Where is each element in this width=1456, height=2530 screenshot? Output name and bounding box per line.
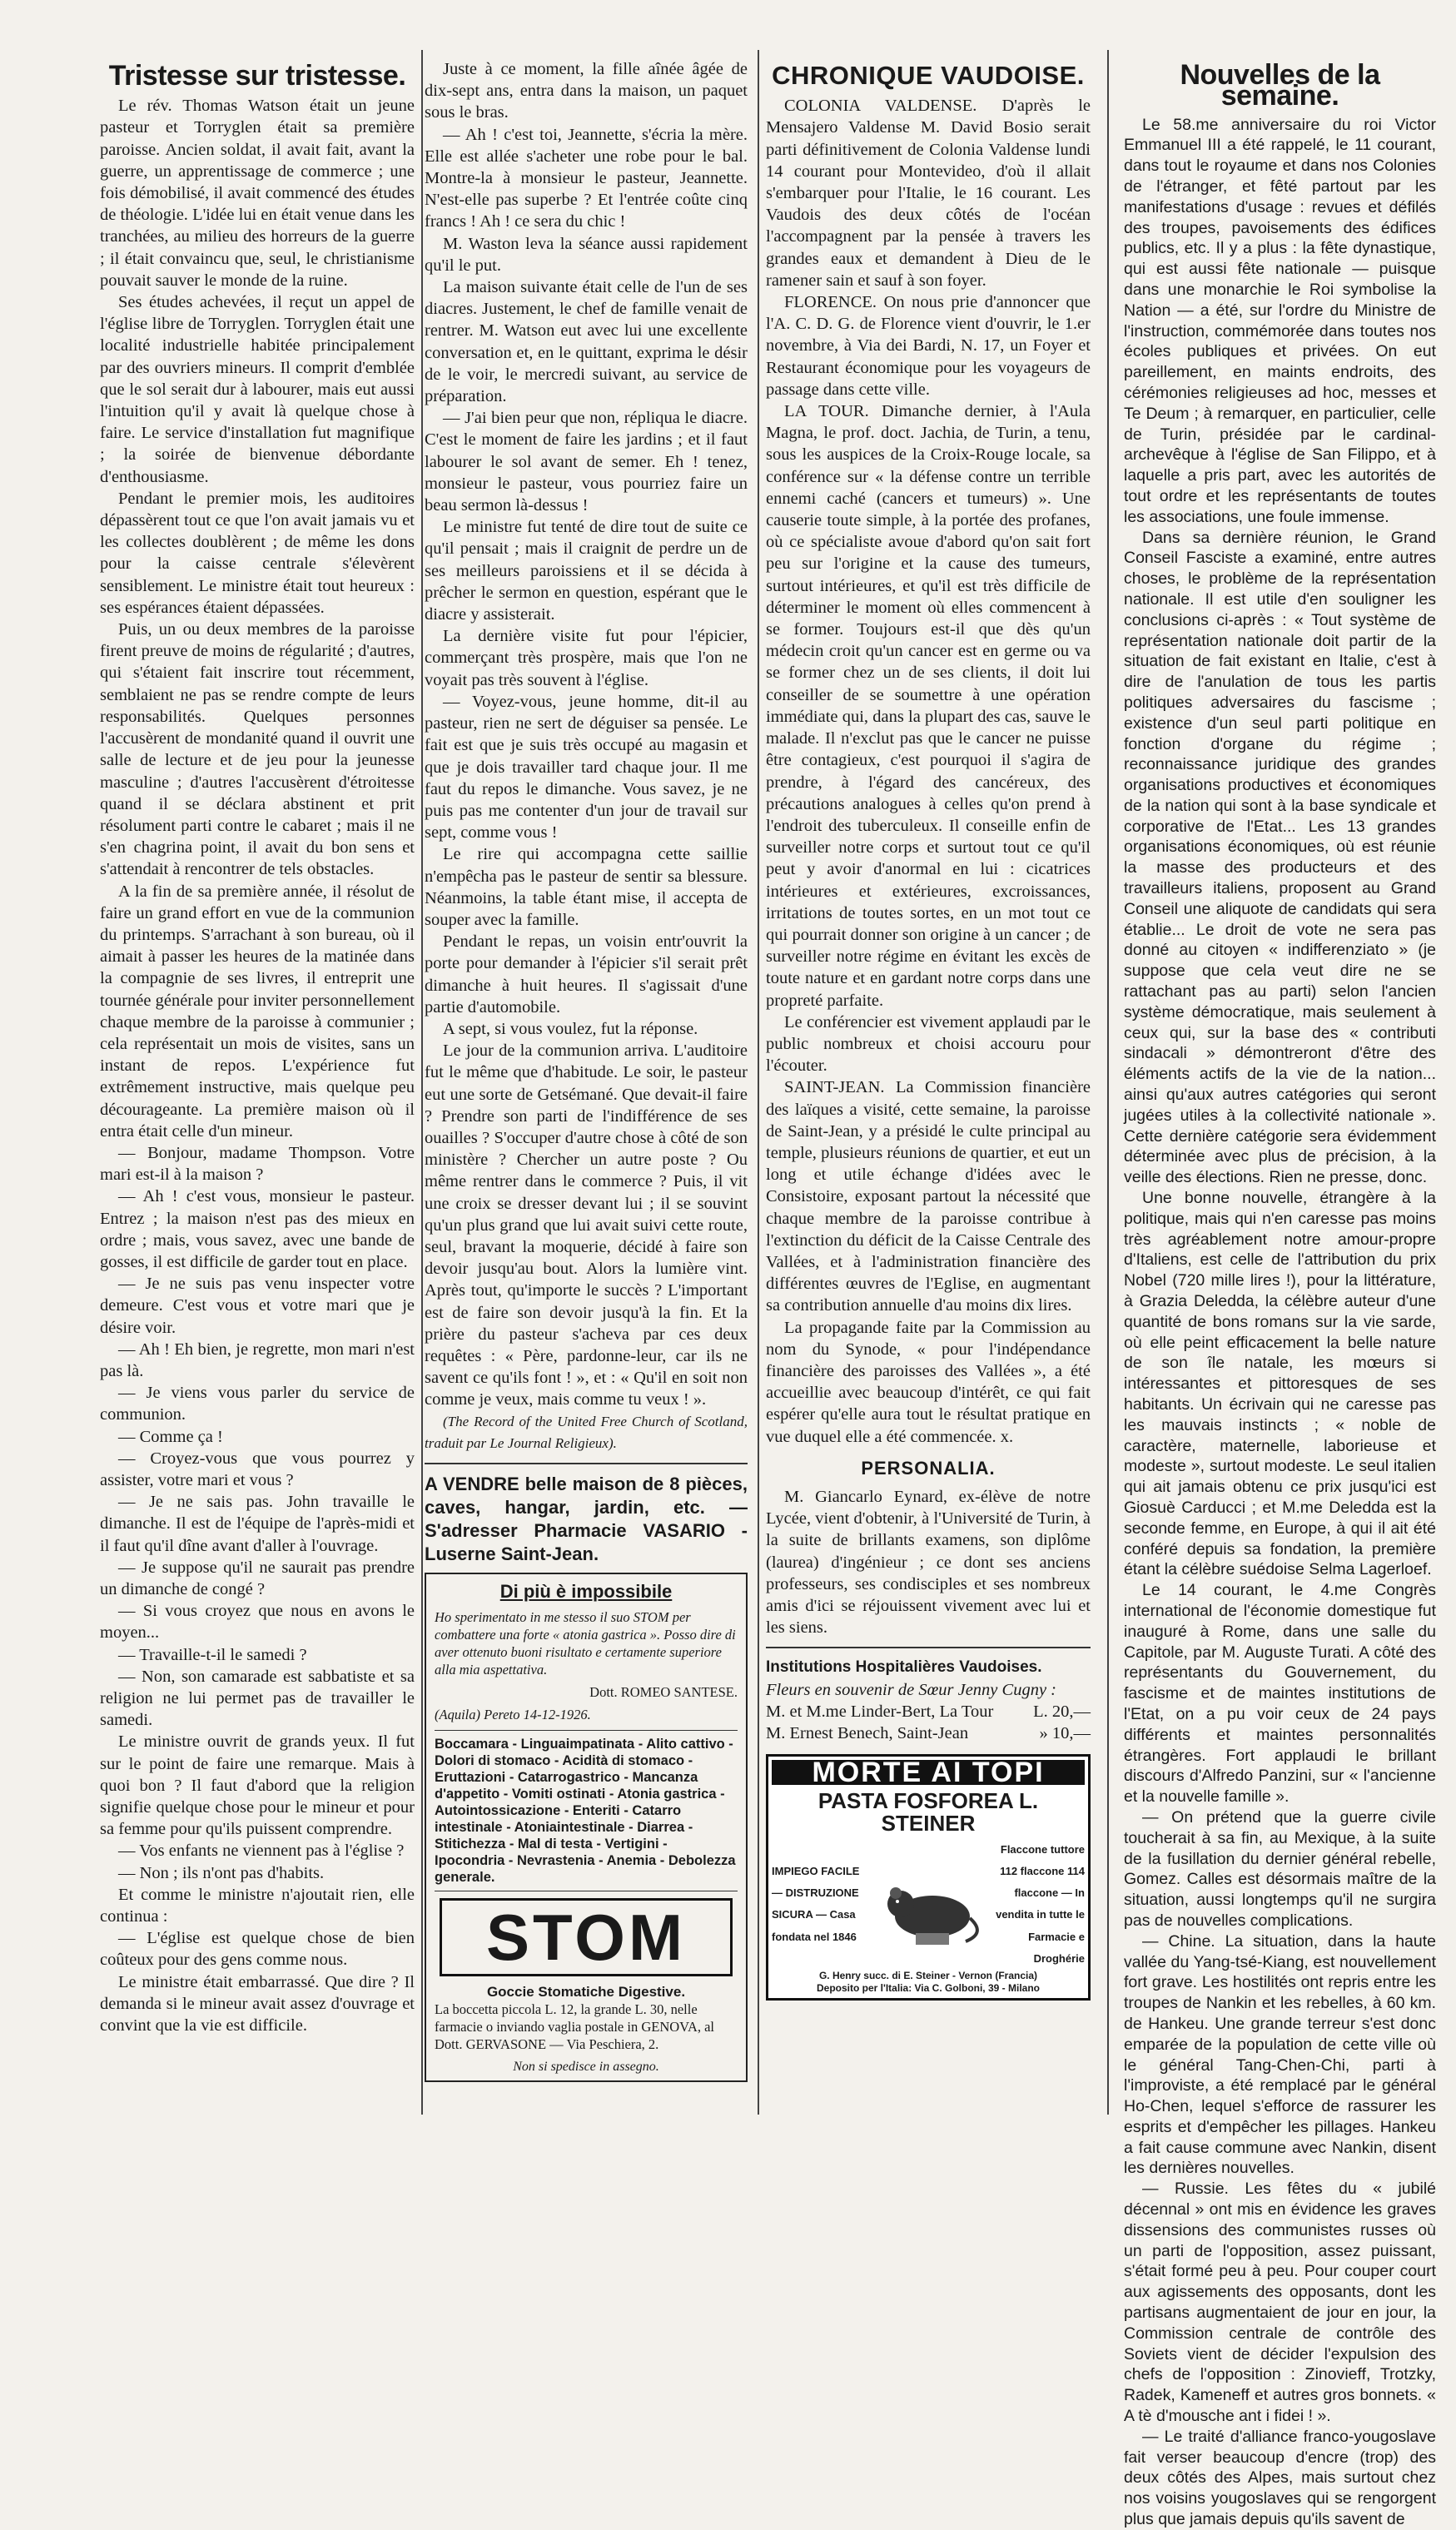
column-1 bbox=[100, 58, 415, 2106]
personalia-text: M. Giancarlo Eynard, ex-élève de notre Lycée, vient d'obtenir, à l'Université de Turin, à la suite de brillants examens, son diplôme (laurea) d'ingénieur ; ce dont ses anciens professeurs, ses condisciples et ses nombreux amis d'ici se réjouissent vivement avec lui et les siens. bbox=[766, 1488, 1091, 1638]
paragraph: La dernière visite fut pour l'épicier, commerçant très prospère, mais que l'on ne voyait pas très souvent à l'église. bbox=[425, 627, 748, 689]
paragraph: Le rév. Thomas Watson était un jeune pasteur et Torryglen était sa première paroisse. Ancien soldat, il avait fait, avant la guerre, un apprentissage de commerce ; une fois démobilisé, il avait commencé des études de théologie. L'idée lui en était venue dans les tranchées, au milieu des horreurs de la guerre ; il était convaincu que, seul, le christianisme pouvait sauver le monde de la ruine. bbox=[100, 97, 415, 290]
paragraph: — Russie. Les fêtes du « jubilé décennal » ont mis en évidence les graves dissensions des communistes russes où un parti de l'opposition, assez puissant, s'était formé peu à peu. Pour couper court aux agissements des opposants, dont les partisans augmentaient de jour en jour, la Commission centrale de contrôle des Soviets vient de décider l'expulsion des chefs de l'opposition : Zinovieff, Trotzky, Radek, Kameneff et autres gros bonnets. « A tè d'mousche ant i fidei ! ». bbox=[1124, 2180, 1436, 2426]
steiner-right-text: Flaccone tuttore 112 flaccone 114 flaccone — In vendita in tutte le Farmacie e Droghérie bbox=[996, 1842, 1085, 1965]
paragraph: La maison suivante était celle de l'un de ses diacres. Justement, le chef de famille venait de rentrer. M. Watson eut avec lui une excellente conversation et, en le quittant, exprima le désir de le voir, le mercredi suivant, au service de préparation. bbox=[425, 278, 748, 406]
steiner-footer-1: G. Henry succ. di E. Steiner - Vernon (Francia) bbox=[818, 1970, 1038, 1982]
paragraph: La propagande faite par la Commission au nom du Synode, « pour l'indépendance financière des paroisses des Vallées », a été accueillie avec beaucoup d'intérêt, ce qui fait espérer qu'elle aura tout le résultat pratique en vue duquel elle a été commencée. x. bbox=[766, 1318, 1091, 1446]
paragraph: — Travaille-t-il le samedi ? bbox=[118, 1645, 307, 1664]
paragraph: — Bonjour, madame Thompson. Votre mari est-il à la maison ? bbox=[100, 1143, 415, 1185]
paragraph: — Je viens vous parler du service de communion. bbox=[100, 1384, 415, 1424]
donation-row bbox=[766, 1701, 1091, 1722]
steiner-advertisement bbox=[766, 1754, 1091, 2001]
rat-illustration-icon bbox=[866, 1858, 991, 1950]
paragraph: Pendant le repas, un voisin entr'ouvrit la porte pour demander à l'épicier s'il serait prêt dimanche à huit heures. Il s'agissait d'une partie d'automobile. bbox=[425, 932, 748, 1016]
steiner-middle bbox=[772, 1839, 1085, 1970]
ad-house-for-sale: A VENDRE belle maison de 8 pièces, caves, hangar, jardin, etc. — S'adresser Pharmacie VASARIO - Luserne Saint-Jean. bbox=[425, 1474, 748, 1564]
donor-name: M. Ernest Benech, Saint-Jean bbox=[766, 1724, 969, 1743]
paragraph: Le 14 courant, le 4.me Congrès international de l'économie domestique fut inauguré à Rome, dans une salle du Capitole, par M. Auguste Turati. A côté des représentants du Gouvernement, du fascisme et de maintes institutions de l'Etat, on a pu voir ceux de 24 pays différents et maintes personnalités étrangères. Fort applaudi le brillant discours d'Alfredo Panzini, sur « l'ancienne et la nouvelle famille ». bbox=[1124, 1581, 1436, 1807]
paragraph: — Croyez-vous que vous pourrez y assister, votre mari et vous ? bbox=[100, 1449, 415, 1489]
paragraph: — Si vous croyez que nous en avons le moyen... bbox=[100, 1602, 415, 1643]
column-3 bbox=[766, 58, 1091, 2106]
paragraph: — Ah ! c'est toi, Jeannette, s'écria la mère. Elle est allée s'acheter une robe pour le bal. Montre-la à monsieur le pasteur, Jeannette. N'est-elle pas superbe ? Et l'entrée coûte cinq francs ! Ah ! ce sera du chic ! bbox=[425, 125, 748, 231]
stom-price: La boccetta piccola L. 12, la grande L. 30, nelle farmacie o inviando vaglia postale in GENOVA, al Dott. GERVASONE — Via Peschiera, 2. bbox=[435, 2001, 715, 2052]
paragraph: A la fin de sa première année, il résolut de faire un grand effort en vue de la communion du printemps. S'arrachant à son bureau, où il aimait à passer les heures de la matinée dans la compagnie de ses livres, il entreprit une tournée générale pour inviter personnellement chaque membre de la paroisse à communier ; cela représentait un mois de visites, sans un instant de repos. L'expérience fut extrêmement instructive, mais quelque peu décourageante. La première maison où il entra était celle d'un mineur. bbox=[100, 882, 415, 1141]
paragraph: — L'église est quelque chose de bien coûteux pour des gens comme nous. bbox=[100, 1929, 415, 1970]
article-credit: (The Record of the United Free Church of Scotland, traduit par Le Journal Religieux). bbox=[425, 1413, 748, 1451]
paragraph: — J'ai bien peur que non, répliqua le diacre. C'est le moment de faire les jardins ; et il faut labourer le sol avant de semer. Eh ! tenez, monsieur le pasteur, vous pourriez faire un beau sermon là-dessus ! bbox=[425, 409, 748, 515]
paragraph: Juste à ce moment, la fille aînée âgée de dix-sept ans, entra dans la maison, un paquet sous le bras. bbox=[425, 60, 748, 122]
paragraph: — Ah ! Eh bien, je regrette, mon mari n'est pas là. bbox=[100, 1340, 415, 1380]
chronicle-body bbox=[766, 95, 1091, 1448]
paragraph: Dans sa dernière réunion, le Grand Conseil Fasciste a examiné, entre autres choses, le problème de la représentation nationale. Il est utile d'en souligner les conclusions ci-après : « Tout système de représentation nationale doit partir de la situation de fait existant en Italie, c'est à dire de l'anulation de tous les partis politiques adversaires du fascisme ; existence d'un seul parti politique en fonction d'organe du régime ; reconnaissance juridique des grandes organisations productives et économiques de la nation qui sont à la base syndicale et corporative de l'Etat... Les 13 grandes organisations économiques, où est réunie la masse des producteurs et des travailleurs italiens, proposent au Grand Conseil une aliquote de candidats qui sera établie... Le droit de vote ne sera pas donné au citoyen « indifferenziato » (je suppose que cela veut dire ne se rattachant pas au parti) selon l'ancien système démocratique, mais seulement à ceux qui, sur la base des « contributi sindacali » démontreront d'être des éléments actifs de la vie de la nation... ainsi qu'aux autres catégories qui seront jugées utiles à la collectivité nationale ». Cette dernière catégorie sera évidemment déterminée avec plus de précision, à la veille des élections. Rien ne presse, donc. bbox=[1124, 528, 1436, 1187]
section-title: CHRONIQUE VAUDOISE. bbox=[772, 61, 1085, 90]
paragraph: Pendant le premier mois, les auditoires dépassèrent tout ce que l'on avait jamais vu et les collectes doublèrent ; de même les dons pour la caisse centrale s'élevèrent sensiblement. Le ministre était tout heureux : ses espérances étaient dépassées. bbox=[100, 489, 415, 617]
paragraph: — Chine. La situation, dans la haute vallée du Yang-tsé-Kiang, est nouvellement fort grave. Les hostilités ont repris entre les troupes de Nankin et les rebelles, à 60 km. de Hankeu. Une grande terreur s'est donc emparée de la population de cette ville où le général Tang-Chen-Chi, parti à l'improviste, a été remplacé par le général Ho-Chen, lequel s'efforce de rassurer les esprits et d'empêcher les pillages. Hankeu a fait cause commune avec Nankin, disent les dernières nouvelles. bbox=[1124, 1931, 1436, 2178]
paragraph: M. Waston leva la séance aussi rapidement qu'il le put. bbox=[425, 234, 748, 275]
paragraph: — Non, son camarade est sabbatiste et sa religion ne lui permet pas de travailler le samedi. bbox=[100, 1667, 415, 1730]
column-4 bbox=[1124, 58, 1436, 2529]
institutions-title: Institutions Hospitalières Vaudoises. bbox=[766, 1658, 1042, 1677]
article-title: Tristesse sur tristesse. bbox=[108, 60, 406, 92]
paragraph: Puis, un ou deux membres de la paroisse firent preuve de moins de régularité ; d'autres, qui s'étaient fait inscrire tout récemment, semblaient ne pas se rendre compte de leurs responsabilités. Quelques personnes l'accusèrent de mondanité quand il ouvrit une salle de lecture et de jeu pour la jeunesse masculine ; d'autres l'accusèrent d'étroitesse quand il se déclara abstinent et prit résolument parti contre le cabaret ; mais il ne s'en chagrina point, il avait du bon sens et s'attendait à rencontrer de tels obstacles. bbox=[100, 620, 415, 879]
paragraph: Ses études achevées, il reçut un appel de l'église libre de Torryglen. Torryglen était une localité industrielle habitée principalement par des ouvriers mineurs. Il comprit d'emblée que le sol serait dur à labourer, mais eut aussi l'intuition qu'il y avait là quelque chose à faire. Le service d'installation fut magnifique ; la soirée de bienvenue débordante d'enthousiasme. bbox=[100, 293, 415, 486]
stom-date: (Aquila) Pereto 14-12-1926. bbox=[435, 1707, 591, 1722]
news-body bbox=[1124, 115, 1436, 2530]
article-continuation bbox=[425, 58, 748, 1454]
paragraph: — Non ; ils n'ont pas d'habits. bbox=[118, 1863, 325, 1882]
section-title: Nouvelles de la semaine. bbox=[1180, 59, 1380, 112]
paragraph: — Je ne sais pas. John travaille le dimanche. Il est de l'équipe de l'après-midi et il faut qu'il dîne avant d'aller à l'ouvrage. bbox=[100, 1493, 415, 1555]
personalia-title: PERSONALIA. bbox=[861, 1457, 996, 1479]
paragraph: Le 58.me anniversaire du roi Victor Emmanuel III a été rappelé, le 11 courant, dans tout le royaume et dans nos Colonies de l'étranger, et fêté partout par les manifestations d'usage : revues et défilés des troupes, pavoisements des édifices publics, etc. Il y a plus : la fête dynastique, qui est aussi fête nationale — puisque dans une monarchie le Roi symbolise la Nation — a été, sur l'ordre du Ministre de l'instruction, commémorée dans toutes nos écoles publiques et privées. On eut pareillement, en maints endroits, des cérémonies religieuses ad hoc, messes et Te Deum ; à remarquer, en particulier, celle de Turin, présidée par le cardinal-archevêque à l'église de San Filippo, et à laquelle a pris part, avec les autorités de tout ordre et les représentants de toutes les associations, une foule immense. bbox=[1124, 115, 1436, 526]
paragraph: FLORENCE. On nous prie d'annoncer que l'A. C. D. G. de Florence vient d'ouvrir, le 1.er novembre, à Via dei Bardi, N. 17, un Foyer et Restaurant économique pour les voyageurs de passage dans cette ville. bbox=[766, 293, 1091, 399]
paragraph: — On prétend que la guerre civile toucherait à sa fin, au Mexique, à la suite de la fusillation du dernier général rebelle, Gomez. Calles est désormais maître de la situation, aussi longtemps qu'il ne surgira pas de nouvelles complications. bbox=[1124, 1807, 1436, 1930]
institutions-subtitle: Fleurs en souvenir de Sœur Jenny Cugny : bbox=[766, 1680, 1056, 1699]
donor-name: M. et M.me Linder-Bert, La Tour bbox=[766, 1702, 994, 1721]
paragraph: Une bonne nouvelle, étrangère à la politique, mais qui n'en caresse pas moins très agréablement notre amour-propre d'Italiens, est celle de l'attribution du prix Nobel (720 mille lires !), pour la littérature, à Grazia Deledda, la célèbre auteur d'une quantité de bons romans sur la vie sarde, où elle peint efficacement la belle nature de son île natale, les mœurs si intéressantes et pittoresques de ses habitants. Un écrivain qui ne caresse pas les mauvais instincts ; « noble de caractère, maternelle, laborieuse et modeste », surtout modeste. Le seul italien qui ait jamais obtenu ce prix jusqu'ici est Giosuè Carducci ; et M.me Deledda est la seconde femme, en Europe, à qui il ait été conféré depuis sa fondation, la première étant la célèbre suédoise Selma Lagerloef. bbox=[1124, 1189, 1436, 1579]
divider bbox=[425, 1463, 748, 1464]
column-2 bbox=[425, 58, 748, 2106]
paragraph: — Voyez-vous, jeune homme, dit-il au pasteur, rien ne sert de déguiser sa pensée. Le fait est que je suis très occupé au magasin et que je dois travailler tard chaque jour. Il me faut du repos le dimanche. Vous savez, je ne puis pas me contenter d'un jour de travail sur sept, comme vous ! bbox=[425, 692, 748, 843]
paragraph: Le conférencier est vivement applaudi par le public nombreux et choisi accouru pour l'écouter. bbox=[766, 1012, 1091, 1076]
stom-ad-title: Di più è impossibile bbox=[499, 1581, 673, 1602]
paragraph: Le jour de la communion arriva. L'auditoire fut le même que d'habitude. Le soir, le pasteur eut une sorte de Getsémané. Que devait-il faire ? Prendre son parti de l'indifférence de ses ouailles ? S'occuper d'autre chose à côté de son ministère ? Chercher un autre poste ? Ou même rentrer dans le commerce ? Puis, il vit une croix se dresser devant lui ; il se souvint qu'un plus grand que lui avait suivi cette route, seul, bravant la moquerie, décidé à faire son devoir jusqu'au bout. Alors la lumière vint. Après tout, qu'importe le succès ? L'important est de faire son devoir jusqu'à la fin. Et la prière du pasteur s'acheva par ces deux requêtes : « Père, pardonne-leur, car ils ne savent ce qu'ils font ! », et : « Qu'il en soit non comme je veux, mais comme tu veux ! ». bbox=[425, 1041, 748, 1409]
column-rule bbox=[421, 50, 423, 2115]
paragraph: SAINT-JEAN. La Commission financière des laïques a visité, cette semaine, la paroisse de Saint-Jean, y a présidé le culte principal au temple, plusieurs réunions de quartier, et eut un long et utile échange d'idées avec le Consistoire, exposant partout la nécessité que chaque membre de la paroisse contribue à l'extinction du déficit de la Caisse Centrale des Vallées, et à l'administration financière des différentes œuvres de l'Eglise, en augmentant sa contribution annuelle d'au moins dix lires. bbox=[766, 1078, 1091, 1315]
column-rule bbox=[758, 50, 759, 2115]
stom-ailments-list: Boccamara - Linguaimpatinata - Alito cattivo - Dolori di stomaco - Acidità di stomaco - Eruttazioni - Catarrogastrico - Mancanza d'appetito - Vomiti ostinati - Atonia gastrica - Autointossicazione - Enteriti - Catarro intestinale - Atoniaintestinale - Diarrea - Stitichezza - Mal di testa - Vertigini - Ipocondria - Nevrastenia - Anemia - Debolezza generale. bbox=[435, 1730, 738, 1891]
steiner-headline: MORTE AI TOPI bbox=[772, 1760, 1085, 1785]
column-rule bbox=[1107, 50, 1109, 2115]
donation-amount: » 10,— bbox=[1039, 1724, 1091, 1743]
paragraph: Le ministre ouvrit de grands yeux. Il fut sur le point de faire une remarque. Mais à quoi bon ? Il faut d'abord que la religion signifie quelque chose pour le mineur et pour sa femme pour qu'ils puissent comprendre. bbox=[100, 1732, 415, 1839]
stom-signature: Dott. ROMEO SANTESE. bbox=[589, 1684, 738, 1700]
paragraph: A sept, si vous voulez, fut la réponse. bbox=[443, 1019, 698, 1038]
stom-logo: STOM bbox=[440, 1898, 733, 1976]
paragraph: Le rire qui accompagna cette saillie n'empêcha pas le pasteur de sentir sa blessure. Néanmoins, la table étant mise, il accepta de souper avec la famille. bbox=[425, 845, 748, 929]
paragraph: — Vos enfants ne viennent pas à l'église ? bbox=[118, 1842, 405, 1861]
paragraph: LA TOUR. Dimanche dernier, à l'Aula Magna, le prof. doct. Jachia, de Turin, a tenu, sous les auspices de la Croix-Rouge locale, sa conférence sur « la défense contre un terrible ennemi caché (cancers et tumeurs) ». Une causerie toute simple, à la portée des profanes, où ce spécialiste avoue d'abord qu'on sait fort peu sur l'origine et la cause des tumeurs, surtout intérieures, et qu'il est très difficile de déterminer le moment où elles commencent à se former. Toujours est-il que dès qu'un médecin croit qu'un cancer est en germe ou va se former chez un de ses clients, il doit lui conseiller de se soumettre à une opération immédiate qui, dans la plupart des cas, sauve le malade. Il n'exclut pas que le cancer ne puisse être contagieux, c'est pourquoi il s'agira de prendre, à l'égard des cancéreux, des précautions analogues à celles qu'on prend à l'endroit des tuberculeux. Il conseille enfin de surveiller notre corps et surtout tout ce qu'il peut y avoir d'anormal en lui : cicatrices intérieures et extérieures, excroissances, irritations de toutes sortes, en un mot tout ce qui pourrait donner son origine à un cancer ; de surveiller notre régime en évitant les excès de toute nature et en gardant notre corps dans une propreté parfaite. bbox=[766, 402, 1091, 1010]
paragraph: Le ministre fut tenté de dire tout de suite ce qu'il pensait ; mais il craignit de perdre un de ses meilleurs paroissiens et il se décida à prêcher le sermon en question, espérant que le diacre y assisterait. bbox=[425, 518, 748, 624]
paragraph: — Comme ça ! bbox=[118, 1427, 223, 1446]
paragraph: — Le traité d'alliance franco-yougoslave fait verser beaucoup d'encre (trop) des deux côtés des Alpes, mais surtout chez nos voisins yougoslaves qui se rengorgent plus que jamais depuis qu'ils savent de bbox=[1124, 2427, 1436, 2529]
paragraph: — Je suppose qu'il ne saurait pas prendre un dimanche de congé ? bbox=[100, 1558, 415, 1599]
stom-advertisement bbox=[425, 1573, 748, 2082]
paragraph: — Ah ! c'est vous, monsieur le pasteur. Entrez ; la maison n'est pas des mieux en ordre ; mais, vous savez, avec une bande de gosses, il est difficile de garder tout en place. bbox=[100, 1187, 415, 1271]
stom-testimonial: Ho sperimentato in me stesso il suo STOM per combattere una forte « atonia gastrica ». Posso dire di aver ottenuto buoni risultato e certamente superiore alla mia aspettativa. bbox=[435, 1609, 736, 1678]
stom-note: Non si spedisce in assegno. bbox=[513, 2060, 659, 2074]
divider bbox=[766, 1647, 1091, 1648]
steiner-footer-2: Deposito per l'Italia: Via C. Golboni, 39 - Milano bbox=[816, 1982, 1040, 1995]
donation-amount: L. 20,— bbox=[1033, 1702, 1091, 1721]
article-body bbox=[100, 95, 415, 2036]
donation-row bbox=[766, 1722, 1091, 1744]
stom-subtitle: Goccie Stomatiche Digestive. bbox=[486, 1984, 686, 2000]
paragraph: Le ministre était embarrassé. Que dire ? Il demanda si le mineur avait assez d'ouvrage et convint que la vie est difficile. bbox=[100, 1972, 415, 2035]
paragraph: Et comme le ministre n'ajoutait rien, elle continua : bbox=[100, 1885, 415, 1926]
steiner-brand: PASTA FOSFOREA L. STEINER bbox=[817, 1788, 1039, 1836]
paragraph: — Je ne suis pas venu inspecter votre demeure. C'est vous et votre mari que je désire voir. bbox=[100, 1275, 415, 1337]
steiner-left-text: IMPIEGO FACILE — DISTRUZIONE SICURA — Casa fondata nel 1846 bbox=[772, 1865, 860, 1943]
paragraph: COLONIA VALDENSE. D'après le Mensajero Valdense M. David Bosio serait parti définitivement de Colonia Valdense lundi 14 courant pour Montevideo, d'où il allait s'embarquer pour l'Italie, le 16 courant. Les Vaudois des deux côtés de l'océan l'accompagnent par la pensée à travers les grandes eaux et demandent à Dieu de le ramener sain et sauf à son foyer. bbox=[766, 97, 1091, 290]
